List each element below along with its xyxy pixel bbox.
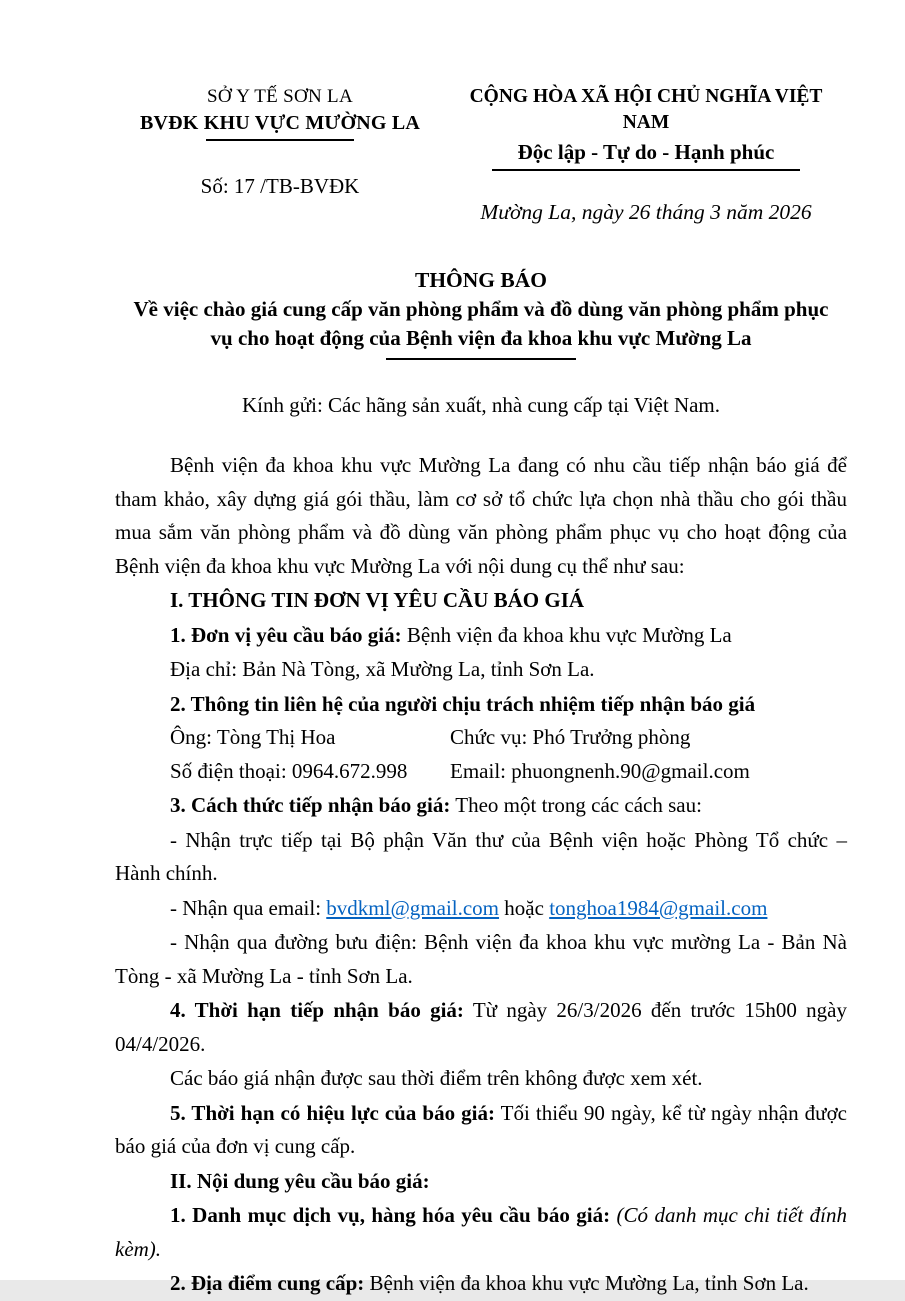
contact-phone: Số điện thoại: 0964.672.998 [170, 758, 408, 783]
document-number: Số: 17 /TB-BVĐK [200, 174, 360, 198]
title-block [115, 266, 847, 360]
parent-department-name: SỞ Y TẾ SƠN LA [206, 86, 353, 107]
section1-item4 [115, 994, 847, 1061]
section1-item1-value: Bệnh viện đa khoa khu vực Mường La [401, 622, 732, 647]
section1-item4-note: Các báo giá nhận được sau thời điểm trên không được xem xét. [170, 1066, 703, 1090]
section1-address: Địa chỉ: Bản Nà Tòng, xã Mường La, tỉnh Sơn La. [170, 657, 595, 681]
national-motto: Độc lập - Tự do - Hạnh phúc [492, 139, 801, 171]
section2-heading: II. Nội dung yêu cầu báo giá: [170, 1168, 430, 1193]
notice-heading: THÔNG BÁO [414, 268, 547, 292]
section1-item5-label: 5. Thời hạn có hiệu lực của báo giá: [170, 1100, 495, 1125]
method-email-prefix: - Nhận qua email: [170, 895, 327, 920]
national-header-block [445, 84, 847, 226]
section1-item3 [115, 789, 847, 823]
document-body [115, 449, 847, 1301]
place-and-date: Mường La, ngày 26 tháng 3 năm 2026 [480, 200, 812, 224]
intro-paragraph: Bệnh viện đa khoa khu vực Mường La đang có nhu cầu tiếp nhận báo giá để tham khảo, xây dựng giá gói thầu, làm cơ sở tổ chức lựa chọn nhà thầu cho gói thầu mua sắm văn phòng phẩm và đồ dùng văn phòng phẩm phục vụ cho hoạt động của Bệnh viện đa khoa khu vực Mường La với nội dung cụ thể như sau: [115, 453, 847, 578]
method-email-middle: hoặc [499, 895, 550, 920]
issuing-org-block [115, 84, 445, 226]
notice-subject-line1: Về việc chào giá cung cấp văn phòng phẩm và đồ dùng văn phòng phẩm phục [133, 297, 829, 321]
national-motto-wrap [445, 139, 847, 171]
national-title: CỘNG HÒA XÃ HỘI CHỦ NGHĨA VIỆT NAM [469, 86, 823, 133]
salutation: Kính gửi: Các hãng sản xuất, nhà cung cấp tại Việt Nam. [241, 393, 721, 417]
hospital-name-underline [206, 139, 354, 141]
email-link-2[interactable]: tonghoa1984@gmail.com [549, 895, 768, 920]
contact-name: Ông: Tòng Thị Hoa [170, 725, 336, 749]
receive-method-direct: - Nhận trực tiếp tại Bộ phận Văn thư của Bệnh viện hoặc Phòng Tổ chức – Hành chính. [115, 827, 847, 885]
notice-subject-line2: vụ cho hoạt động của Bệnh viện đa khoa khu vực Mường La [210, 325, 752, 350]
contact-row-1 [115, 721, 847, 755]
receive-method-post: - Nhận qua đường bưu điện: Bệnh viện đa khoa khu vực mường La - Bản Nà Tòng - xã Mường La - tỉnh Sơn La. [115, 930, 847, 988]
contact-row-2 [115, 755, 847, 789]
section2-item1-label: 1. Danh mục dịch vụ, hàng hóa yêu cầu báo giá: [170, 1203, 611, 1227]
document-header [115, 84, 847, 226]
section2-item2-value: Bệnh viện đa khoa khu vực Mường La, tỉnh Sơn La. [364, 1271, 809, 1295]
receive-method-email [115, 892, 847, 926]
contact-email: Email: phuongnenh.90@gmail.com [450, 758, 750, 783]
section1-item4-value: Từ ngày 26/3/2026 đến trước 15h00 ngày 04/4/2026. [115, 998, 847, 1056]
hospital-name: BVĐK KHU VỰC MƯỜNG LA [139, 112, 421, 134]
section2-item1-note: (Có danh mục chi tiết đính kèm). [115, 1203, 847, 1261]
email-link-1[interactable]: bvdkml@gmail.com [326, 895, 500, 920]
section1-item5-value: Tối thiểu 90 ngày, kể từ ngày nhận được báo giá của đơn vị cung cấp. [115, 1100, 847, 1158]
section1-heading: I. THÔNG TIN ĐƠN VỊ YÊU CẦU BÁO GIÁ [170, 588, 585, 612]
section1-item1-label: 1. Đơn vị yêu cầu báo giá: [170, 622, 402, 647]
section1-item5 [115, 1097, 847, 1164]
section2-item2 [115, 1267, 847, 1301]
title-rule [386, 358, 576, 360]
section1-item2-label: 2. Thông tin liên hệ của người chịu trách nhiệm tiếp nhận báo giá [170, 691, 756, 716]
section1-item4-label: 4. Thời hạn tiếp nhận báo giá: [170, 998, 464, 1022]
section1-item1 [115, 619, 847, 653]
section1-item3-label: 3. Cách thức tiếp nhận báo giá: [170, 793, 451, 817]
section2-item2-label: 2. Địa điểm cung cấp: [170, 1271, 365, 1295]
section2-item1 [115, 1199, 847, 1266]
contact-position: Chức vụ: Phó Trưởng phòng [450, 725, 691, 749]
section1-item3-value: Theo một trong các cách sau: [450, 793, 702, 817]
